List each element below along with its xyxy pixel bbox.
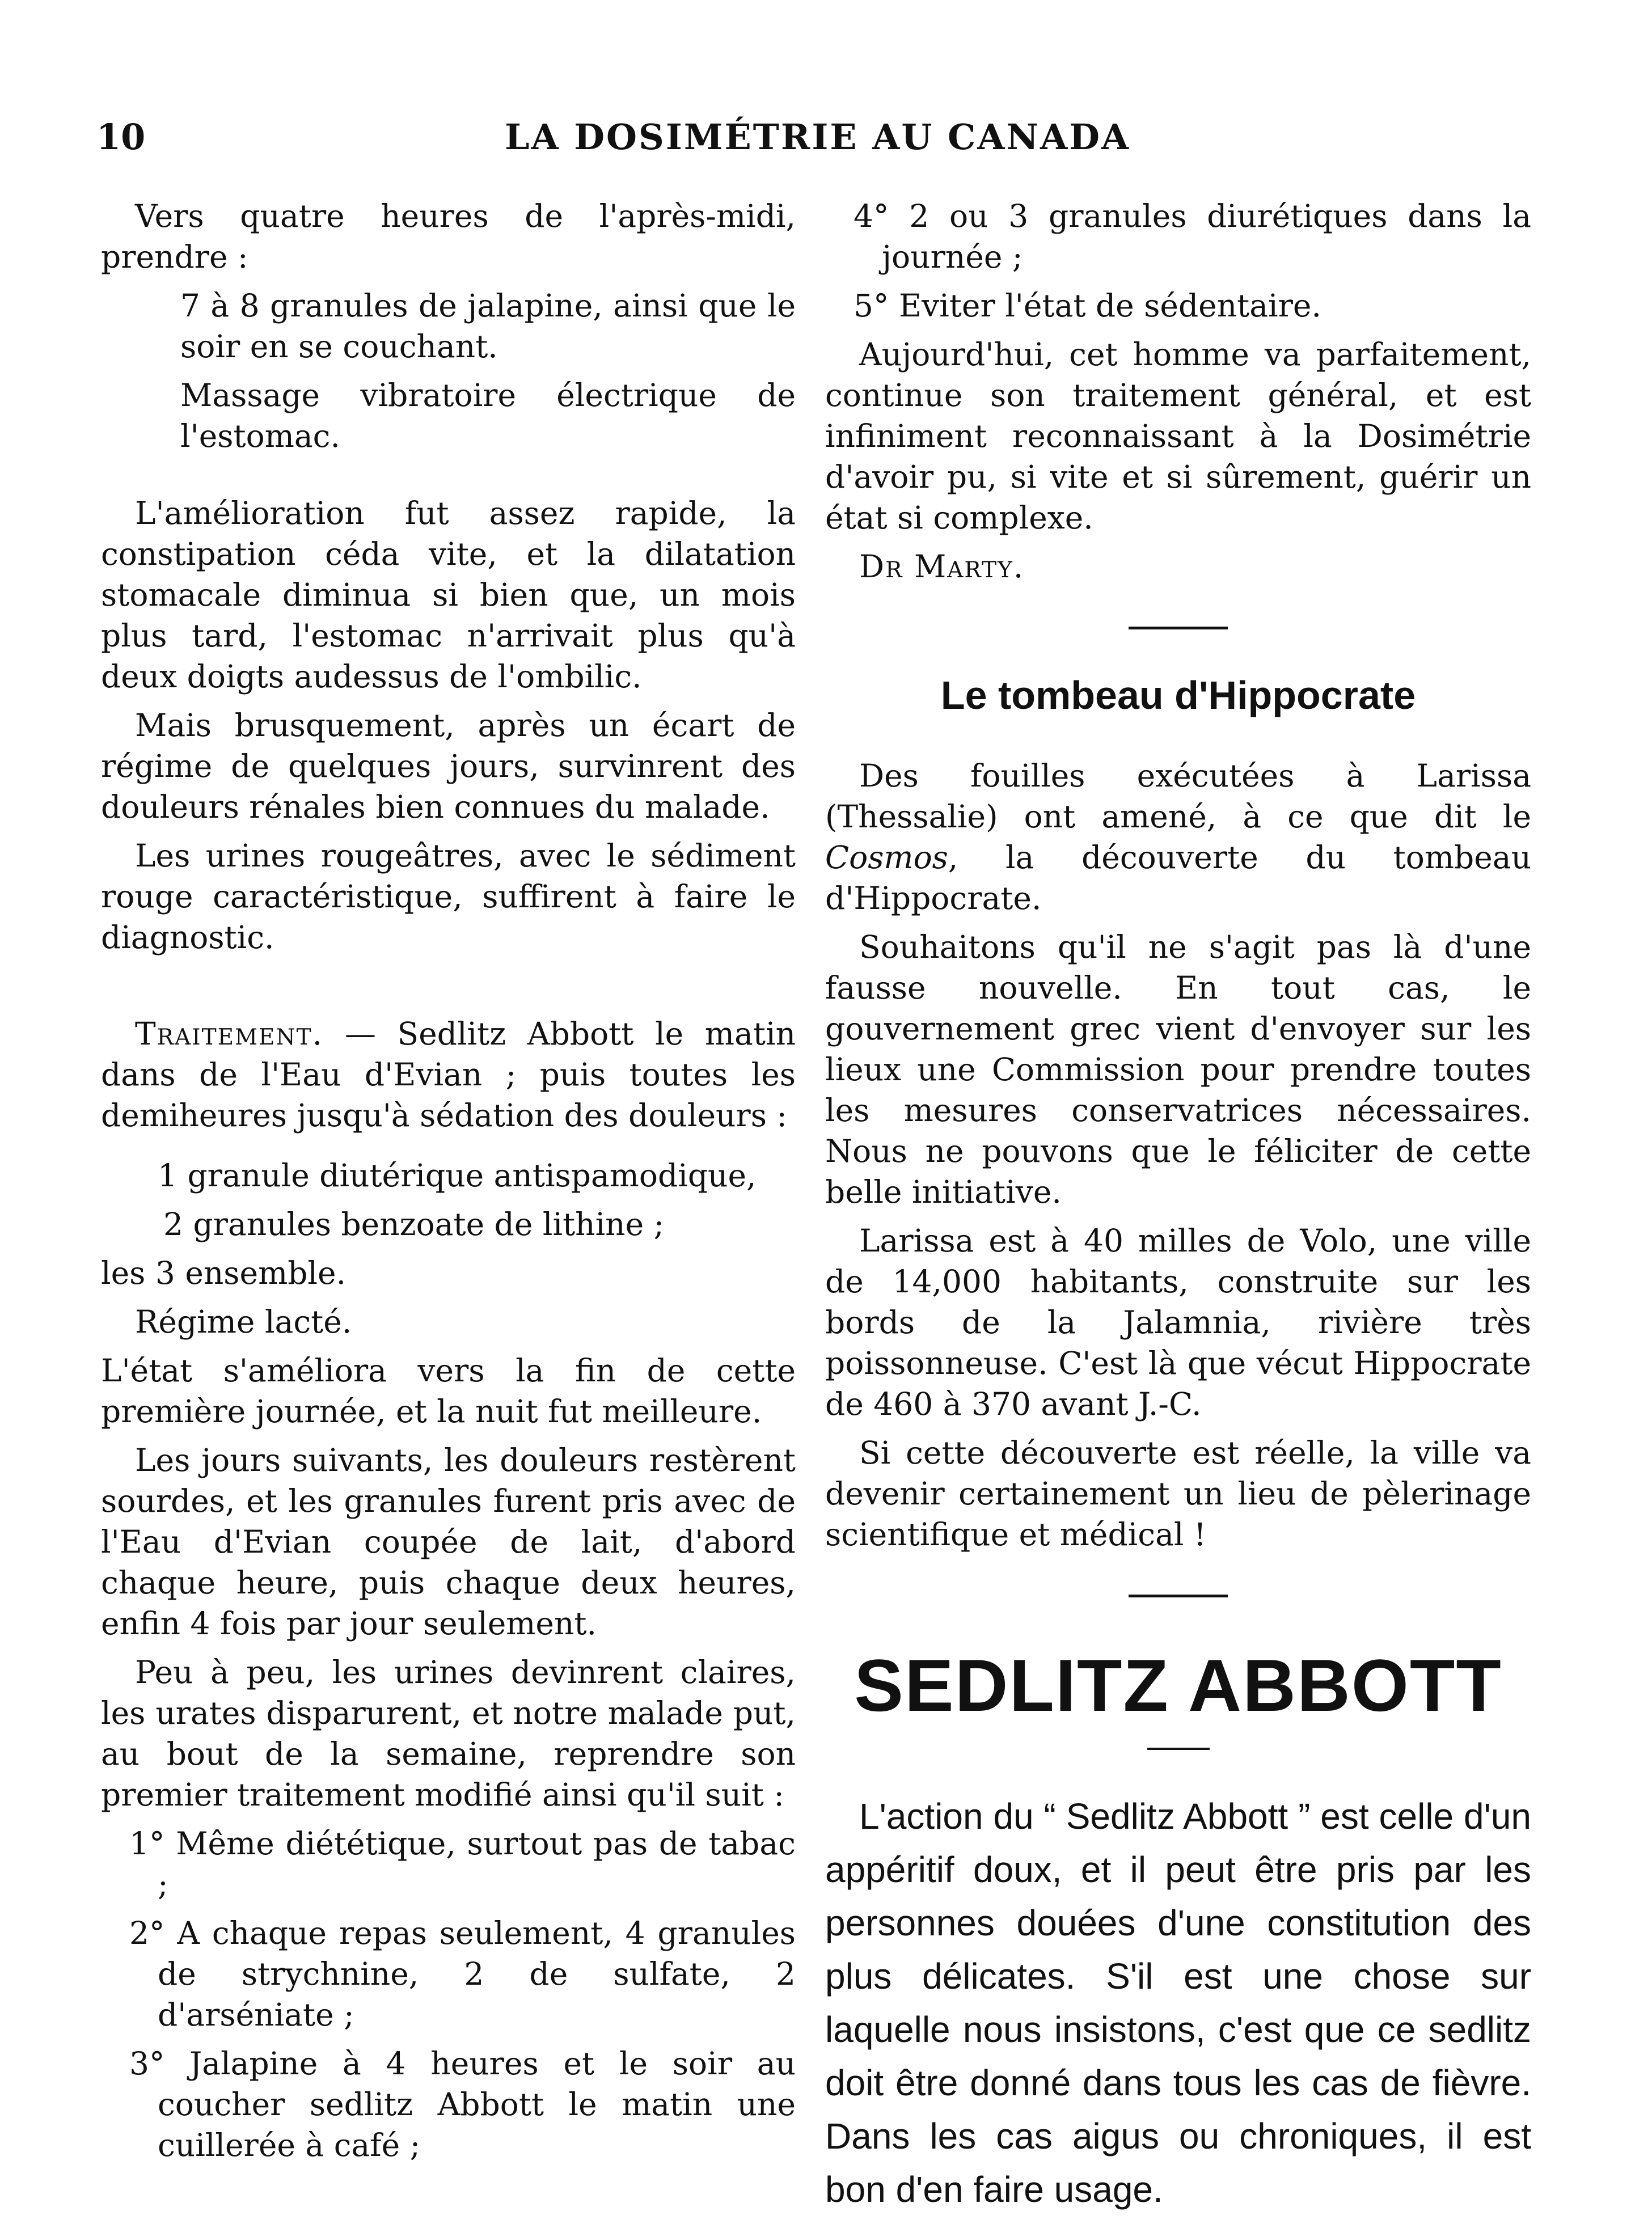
paragraph: L'amélioration fut assez rapide, la constipation céda vite, et la dilatation stomacale diminua si bien que, un mois plus tard, l'estomac n'arrivait plus qu'à deux doigts audessus de l'ombilic. xyxy=(101,495,796,695)
signature: Dr Marty. xyxy=(859,548,1025,585)
section-divider xyxy=(1129,1595,1228,1597)
paragraph: Si cette découverte est réelle, la ville va devenir certainement un lieu de pèlerinage scientifique et médical ! xyxy=(825,1435,1531,1553)
list-item: 4° 2 ou 3 granules diurétiques dans la journée ; xyxy=(854,198,1531,275)
spacer xyxy=(101,464,796,493)
page-header xyxy=(96,116,1550,162)
spacer xyxy=(101,966,796,1013)
prescription-line: 2 granules benzoate de lithine ; xyxy=(163,1206,665,1242)
paragraph: Mais brusquement, après un écart de régime de quelques jours, survinrent des douleurs rénales bien connues du malade. xyxy=(101,707,796,825)
paragraph: Souhaitons qu'il ne s'agit pas là d'une fausse nouvelle. En tout cas, le gouvernement grec vient d'envoyer sur les lieux une Commission pour prendre toutes les mesures conservatrices nécessaires. Nous ne pouvons que le féliciter de cette belle initiative. xyxy=(825,929,1531,1210)
left-column xyxy=(101,196,796,2174)
list-item: 1° Même diététique, surtout pas de tabac ; xyxy=(129,1825,796,1902)
advertisement-title: SEDLITZ ABBOTT xyxy=(854,1644,1502,1727)
traitement-text: — Sedlitz Abbott le matin dans de l'Eau d'Evian ; puis toutes les demiheures jusqu'à sédation des douleurs : xyxy=(101,1016,796,1134)
paragraph: Les jours suivants, les douleurs restèrent sourdes, et les granules furent pris avec de l'Eau d'Evian coupée de lait, d'abord chaque heure, puis chaque deux heures, enfin 4 fois par jour seulement. xyxy=(101,1442,796,1642)
right-column xyxy=(825,196,1531,2224)
prescription-line: Massage vibratoire électrique de l'estomac. xyxy=(180,377,796,454)
paragraph: Larissa est à 40 milles de Volo, une ville de 14,000 habitants, construite sur les bords de la Jalamnia, rivière très poissonneuse. C'est là que vécut Hippocrate de 460 à 370 avant J.-C. xyxy=(825,1223,1531,1422)
paragraph: Vers quatre heures de l'après-midi, prendre : xyxy=(101,198,796,275)
list-item: 3° Jalapine à 4 heures et le soir au coucher sedlitz Abbott le matin une cuillerée à café ; xyxy=(129,2045,796,2163)
paragraph: Régime lacté. xyxy=(135,1304,352,1340)
traitement-label: Traitement. xyxy=(135,1016,324,1052)
list-item: 2° A chaque repas seulement, 4 granules de strychnine, 2 de sulfate, 2 d'arséniate ; xyxy=(129,1915,796,2033)
running-title: LA DOSIMÉTRIE AU CANADA xyxy=(505,116,1131,158)
prescription-line: 1 granule diutérique antispamodique, xyxy=(158,1157,757,1194)
prescription-line: 7 à 8 granules de jalapine, ainsi que le soir en se couchant. xyxy=(180,287,796,365)
paragraph xyxy=(825,755,1531,919)
section-divider xyxy=(1129,627,1228,629)
traitement-paragraph xyxy=(101,1013,796,1136)
italic-term: Cosmos xyxy=(825,839,948,876)
text-run: Des fouilles exécutées à Larissa (Thessalie) ont amené, à ce que dit le xyxy=(825,758,1531,835)
list-item: 5° Eviter l'état de sédentaire. xyxy=(854,287,1321,324)
prescription-line: les 3 ensemble. xyxy=(101,1255,347,1291)
spacer xyxy=(101,1144,796,1155)
page-number: 10 xyxy=(96,116,146,158)
paragraph: Les urines rougeâtres, avec le sédiment rouge caractéristique, suffirent à faire le diagnostic. xyxy=(101,838,796,955)
text-run: , la découverte du tombeau d'Hippocrate. xyxy=(825,839,1531,916)
advertisement-text: L'action du “ Sedlitz Abbott ” est celle d'un appéritif doux, et il peut être pris par les personnes douées d'une constitution des plus délicates. S'il est une chose sur laquelle nous insistons, c'est que ce sedlitz doit être donné dans tous les cas de fièvre. Dans les cas aigus ou chroniques, il est bon d'en faire usage. xyxy=(825,1796,1531,2210)
paragraph: Peu à peu, les urines devinrent claires, les urates disparurent, et notre malade put, au bout de la semaine, reprendre son premier traitement modifié ainsi qu'il suit : xyxy=(101,1654,796,1813)
paragraph: Aujourd'hui, cet homme va parfaitement, continue son traitement général, et est infiniment reconnaissant à la Dosimétrie d'avoir pu, si vite et si sûrement, guérir un état si complexe. xyxy=(825,336,1531,536)
paragraph: L'état s'améliora vers la fin de cette première journée, et la nuit fut meilleure. xyxy=(101,1352,796,1430)
title-divider xyxy=(1147,1748,1210,1750)
section-title: Le tombeau d'Hippocrate xyxy=(940,673,1416,717)
